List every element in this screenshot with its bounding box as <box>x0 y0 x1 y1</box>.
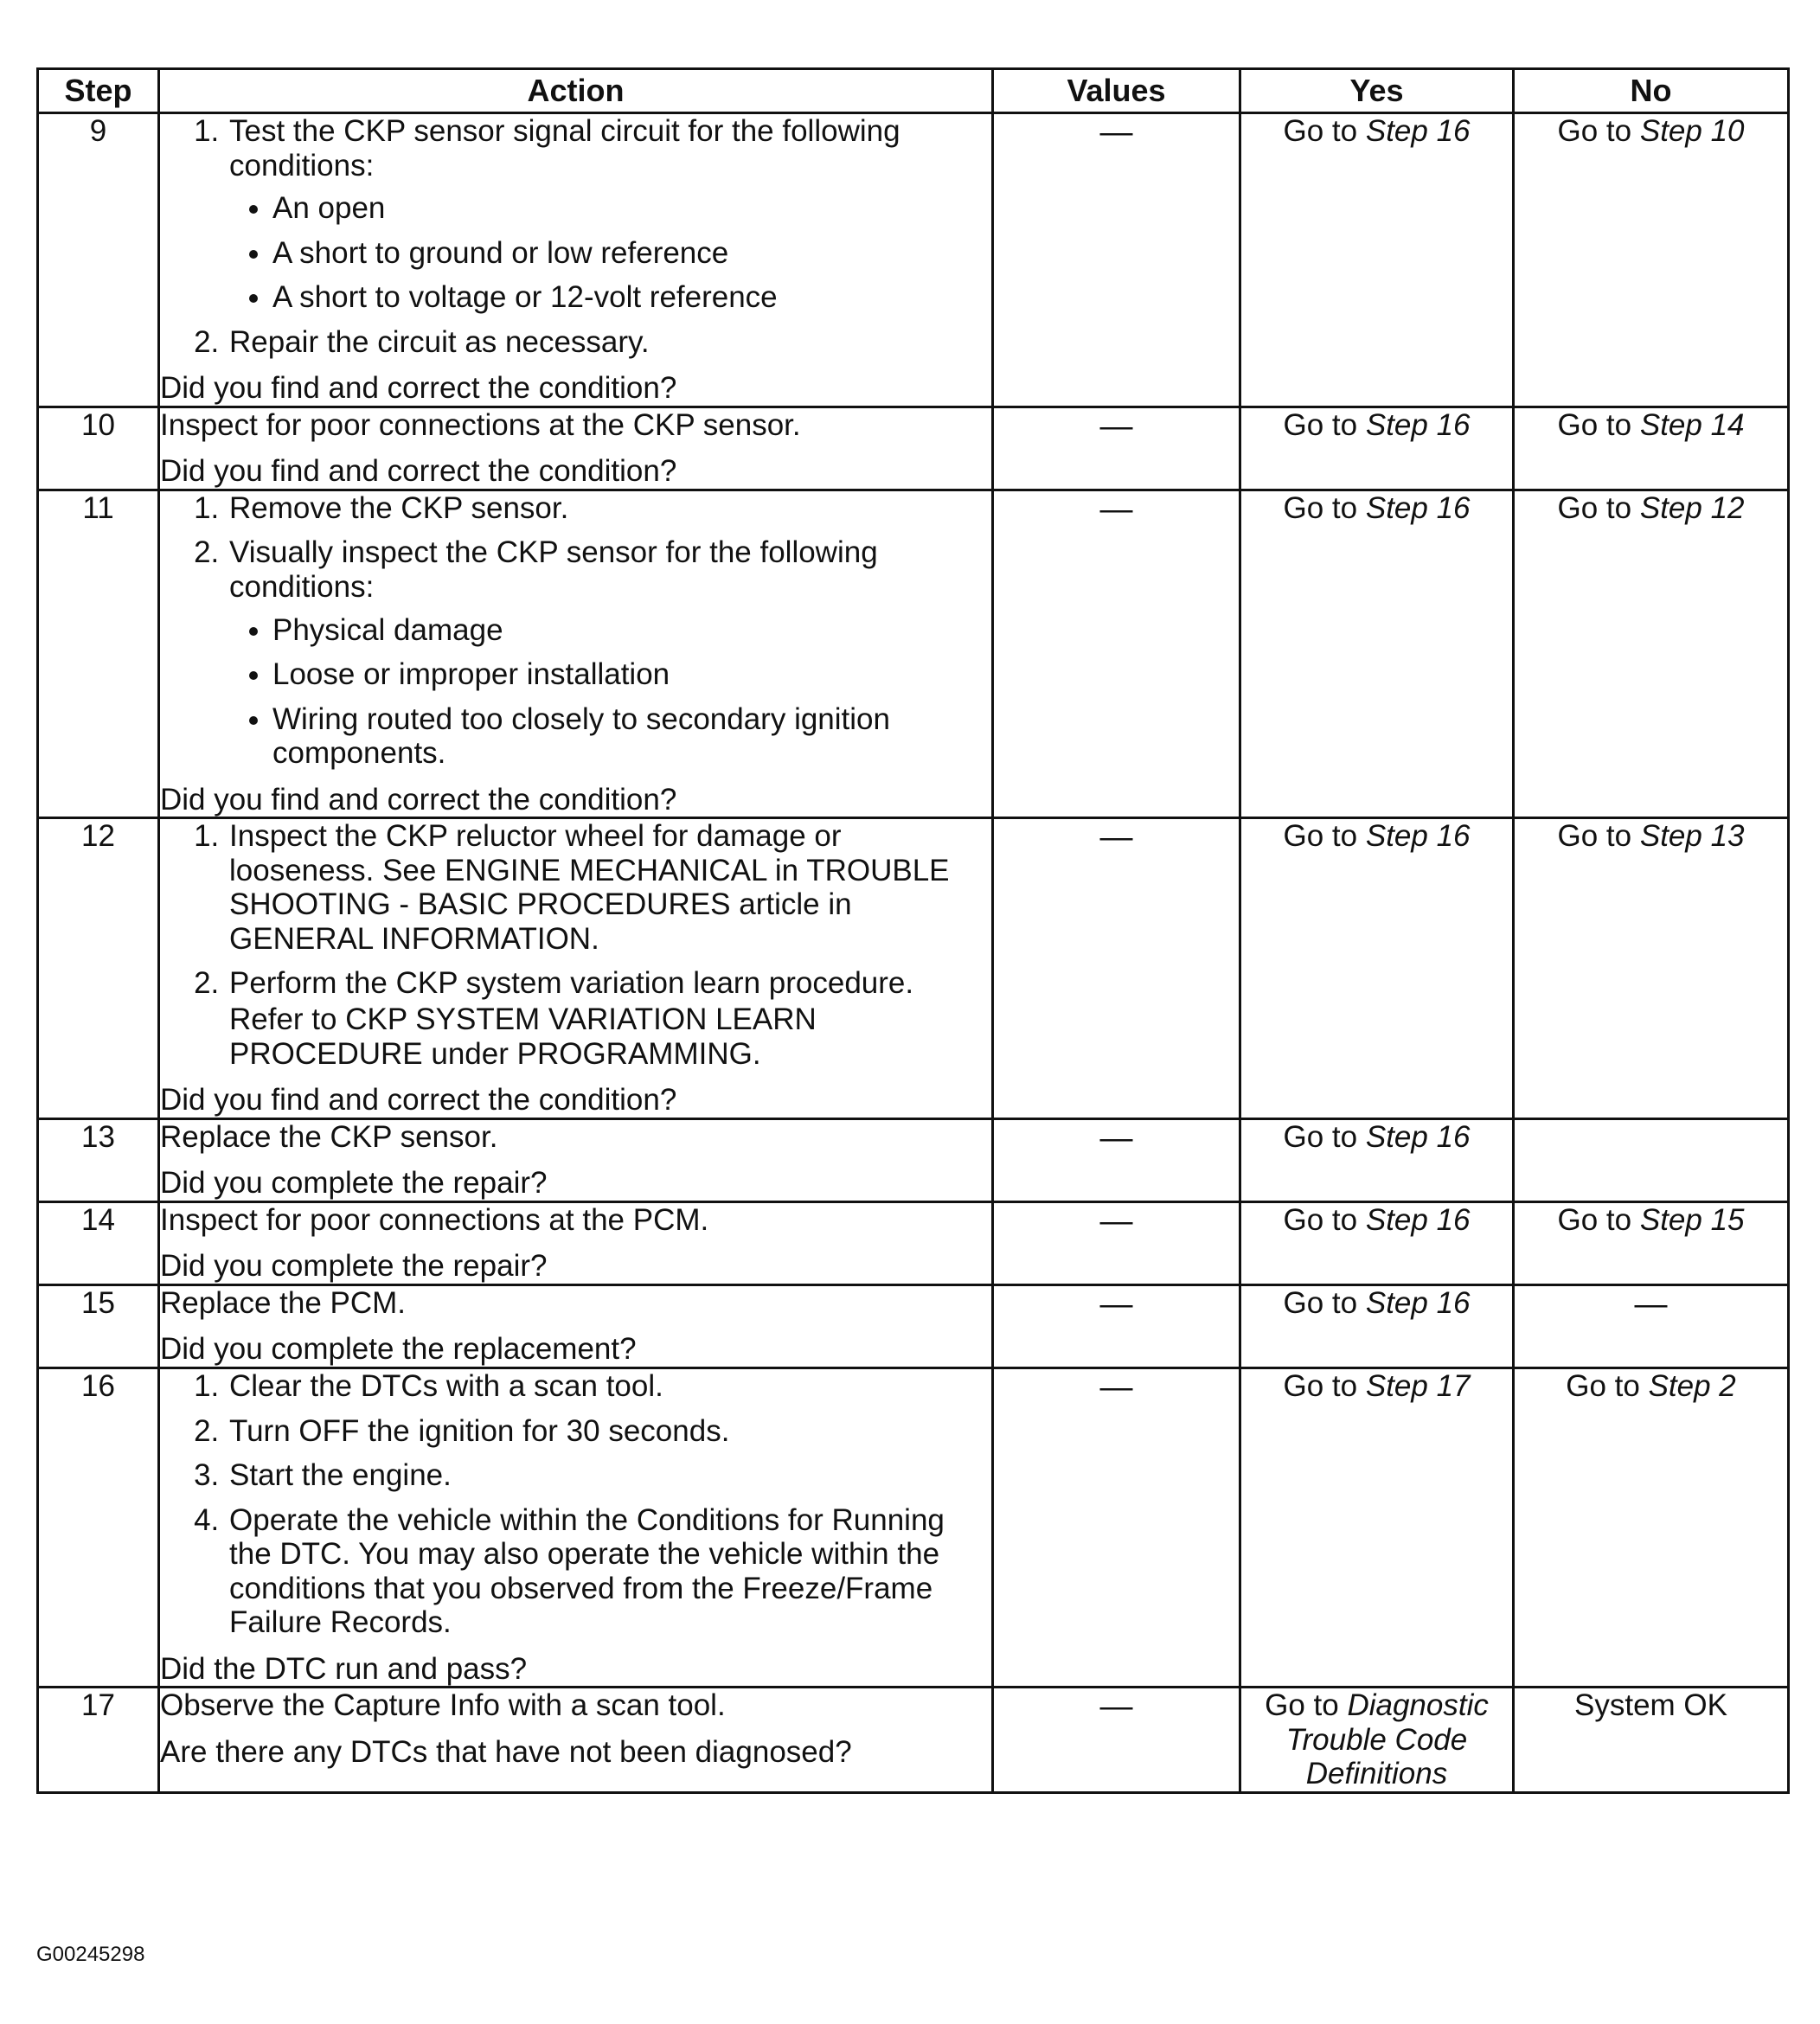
action-cell <box>159 1201 993 1284</box>
header-yes: Yes <box>1240 69 1514 113</box>
action-text: Inspect for poor connections at the PCM. <box>160 1202 709 1237</box>
yes-cell <box>1240 407 1514 490</box>
action-cell <box>159 1688 993 1793</box>
no-cell <box>1514 1367 1789 1687</box>
header-values: Values <box>993 69 1240 113</box>
values-cell: — <box>993 1201 1240 1284</box>
goto-prefix: Go to <box>1557 407 1632 442</box>
no-target: Step 10 <box>1639 114 1745 148</box>
header-row <box>38 69 1789 113</box>
action-list <box>160 1369 991 1640</box>
action-item: 2. Repair the circuit as necessary. <box>228 325 991 360</box>
action-item-reference: Refer to CKP SYSTEM VARIATION LEARN PROCEDURE under PROGRAMMING. <box>229 1002 817 1071</box>
no-cell <box>1514 1201 1789 1284</box>
action-item-reference: See ENGINE MECHANICAL in TROUBLE SHOOTING - BASIC PROCEDURES article in GENERAL INFORMATION. <box>229 853 950 956</box>
yes-target: Step 16 <box>1365 114 1471 148</box>
condition-item: • Wiring routed too closely to secondary ignition components. <box>272 702 991 771</box>
action-item: 4. Operate the vehicle within the Conditions for Running the DTC. You may also operate the vehicle within the conditions that you observed from the Freeze/Frame Failure Records. <box>228 1503 991 1640</box>
action-item-text: Inspect the CKP reluctor wheel for damage or looseness. <box>229 819 842 887</box>
no-cell <box>1514 818 1789 1118</box>
no-cell: System OK <box>1514 1688 1789 1793</box>
table-row-step-14 <box>38 1201 1789 1284</box>
yes-cell <box>1240 1688 1514 1793</box>
action-item-text: Test the CKP sensor signal circuit for the following conditions: <box>229 114 900 183</box>
action-text: Inspect for poor connections at the CKP sensor. <box>160 407 801 442</box>
table-row-step-10 <box>38 407 1789 490</box>
table-row-step-16 <box>38 1367 1789 1687</box>
yes-cell <box>1240 1201 1514 1284</box>
values-cell: — <box>993 1367 1240 1687</box>
header-no: No <box>1514 69 1789 113</box>
action-item-text: Visually inspect the CKP sensor for the following conditions: <box>229 535 878 605</box>
action-item <box>228 114 991 315</box>
yes-target: Step 16 <box>1365 490 1471 525</box>
no-target: Step 14 <box>1639 407 1745 442</box>
values-cell: — <box>993 490 1240 817</box>
action-question: Did the DTC run and pass? <box>160 1651 528 1686</box>
action-question: Did you complete the repair? <box>160 1249 548 1284</box>
yes-cell <box>1240 490 1514 817</box>
condition-list <box>229 613 991 771</box>
step-number: 9 <box>38 113 159 407</box>
action-cell <box>159 1284 993 1367</box>
values-cell: — <box>993 1688 1240 1793</box>
no-target: Step 12 <box>1639 490 1745 525</box>
diagnostic-table <box>36 67 1790 1794</box>
step-number: 12 <box>38 818 159 1118</box>
yes-target: Step 16 <box>1365 407 1471 442</box>
action-item <box>228 819 991 956</box>
yes-target: Step 16 <box>1365 1119 1471 1154</box>
step-number: 13 <box>38 1118 159 1201</box>
header-action: Action <box>159 69 993 113</box>
no-cell-dash: — <box>1514 1284 1789 1367</box>
table-row-step-15 <box>38 1284 1789 1367</box>
condition-list <box>229 191 991 315</box>
action-text: Replace the CKP sensor. <box>160 1119 498 1154</box>
goto-prefix: Go to <box>1557 490 1632 525</box>
action-item: 2. Turn OFF the ignition for 30 seconds. <box>228 1414 991 1449</box>
action-text: Replace the PCM. <box>160 1285 407 1320</box>
no-cell <box>1514 490 1789 817</box>
goto-prefix: Go to <box>1283 1202 1358 1237</box>
yes-cell <box>1240 1367 1514 1687</box>
condition-item: • An open <box>272 191 991 226</box>
action-question: Did you complete the repair? <box>160 1166 548 1201</box>
no-cell <box>1514 113 1789 407</box>
condition-item: • A short to voltage or 12-volt reference <box>272 280 991 315</box>
action-question: Are there any DTCs that have not been diagnosed? <box>160 1734 852 1769</box>
action-question: Did you complete the replacement? <box>160 1332 637 1367</box>
goto-prefix: Go to <box>1283 407 1358 442</box>
goto-prefix: Go to <box>1557 1202 1632 1237</box>
action-item: 3. Start the engine. <box>228 1458 991 1493</box>
header-step: Step <box>38 69 159 113</box>
action-cell <box>159 1118 993 1201</box>
action-list <box>160 114 991 359</box>
table-row-step-9 <box>38 113 1789 407</box>
condition-item: • Physical damage <box>272 613 991 648</box>
figure-code: G00245298 <box>36 1943 145 1966</box>
action-question: Did you find and correct the condition? <box>160 1083 677 1118</box>
condition-item: • A short to ground or low reference <box>272 236 991 271</box>
yes-target: Step 17 <box>1365 1368 1471 1403</box>
action-question: Did you find and correct the condition? <box>160 371 677 406</box>
action-item <box>228 966 991 1071</box>
values-cell: — <box>993 1118 1240 1201</box>
goto-prefix: Go to <box>1557 114 1632 148</box>
yes-cell <box>1240 1118 1514 1201</box>
action-cell <box>159 113 993 407</box>
step-number: 10 <box>38 407 159 490</box>
goto-prefix: Go to <box>1283 490 1358 525</box>
yes-target: Step 16 <box>1365 1285 1471 1320</box>
step-number: 15 <box>38 1284 159 1367</box>
yes-target: Diagnostic Trouble Code Definitions <box>1285 1688 1489 1791</box>
action-text: Observe the Capture Info with a scan tool. <box>160 1688 726 1723</box>
table-row-step-17 <box>38 1688 1789 1793</box>
no-target: Step 15 <box>1639 1202 1745 1237</box>
action-cell <box>159 818 993 1118</box>
action-item: 1. Clear the DTCs with a scan tool. <box>228 1369 991 1404</box>
action-item: 1. Remove the CKP sensor. <box>228 491 991 526</box>
goto-prefix: Go to <box>1283 1119 1358 1154</box>
table-row-step-11 <box>38 490 1789 817</box>
step-number: 16 <box>38 1367 159 1687</box>
action-question: Did you find and correct the condition? <box>160 782 677 817</box>
table-row-step-13 <box>38 1118 1789 1201</box>
values-cell: — <box>993 113 1240 407</box>
action-list <box>160 819 991 1071</box>
no-cell <box>1514 407 1789 490</box>
no-target: Step 2 <box>1648 1368 1736 1403</box>
no-target: Step 13 <box>1639 819 1745 854</box>
goto-prefix: Go to <box>1283 1285 1358 1320</box>
goto-prefix: Go to <box>1566 1368 1640 1403</box>
step-number: 11 <box>38 490 159 817</box>
yes-cell <box>1240 818 1514 1118</box>
values-cell: — <box>993 407 1240 490</box>
goto-prefix: Go to <box>1283 819 1358 854</box>
goto-prefix: Go to <box>1283 114 1358 148</box>
table-row-step-12 <box>38 818 1789 1118</box>
step-number: 14 <box>38 1201 159 1284</box>
action-list <box>160 491 991 771</box>
yes-target: Step 16 <box>1365 819 1471 854</box>
values-cell: — <box>993 1284 1240 1367</box>
yes-target: Step 16 <box>1365 1202 1471 1237</box>
action-item-text: Perform the CKP system variation learn procedure. <box>229 966 914 1001</box>
goto-prefix: Go to <box>1265 1688 1339 1723</box>
action-cell <box>159 1367 993 1687</box>
action-item <box>228 535 991 770</box>
yes-cell <box>1240 113 1514 407</box>
condition-item: • Loose or improper installation <box>272 657 991 692</box>
action-cell <box>159 407 993 490</box>
values-cell: — <box>993 818 1240 1118</box>
goto-prefix: Go to <box>1283 1368 1358 1403</box>
step-number: 17 <box>38 1688 159 1793</box>
yes-cell <box>1240 1284 1514 1367</box>
no-cell <box>1514 1118 1789 1201</box>
action-cell <box>159 490 993 817</box>
goto-prefix: Go to <box>1557 819 1632 854</box>
action-question: Did you find and correct the condition? <box>160 454 677 489</box>
